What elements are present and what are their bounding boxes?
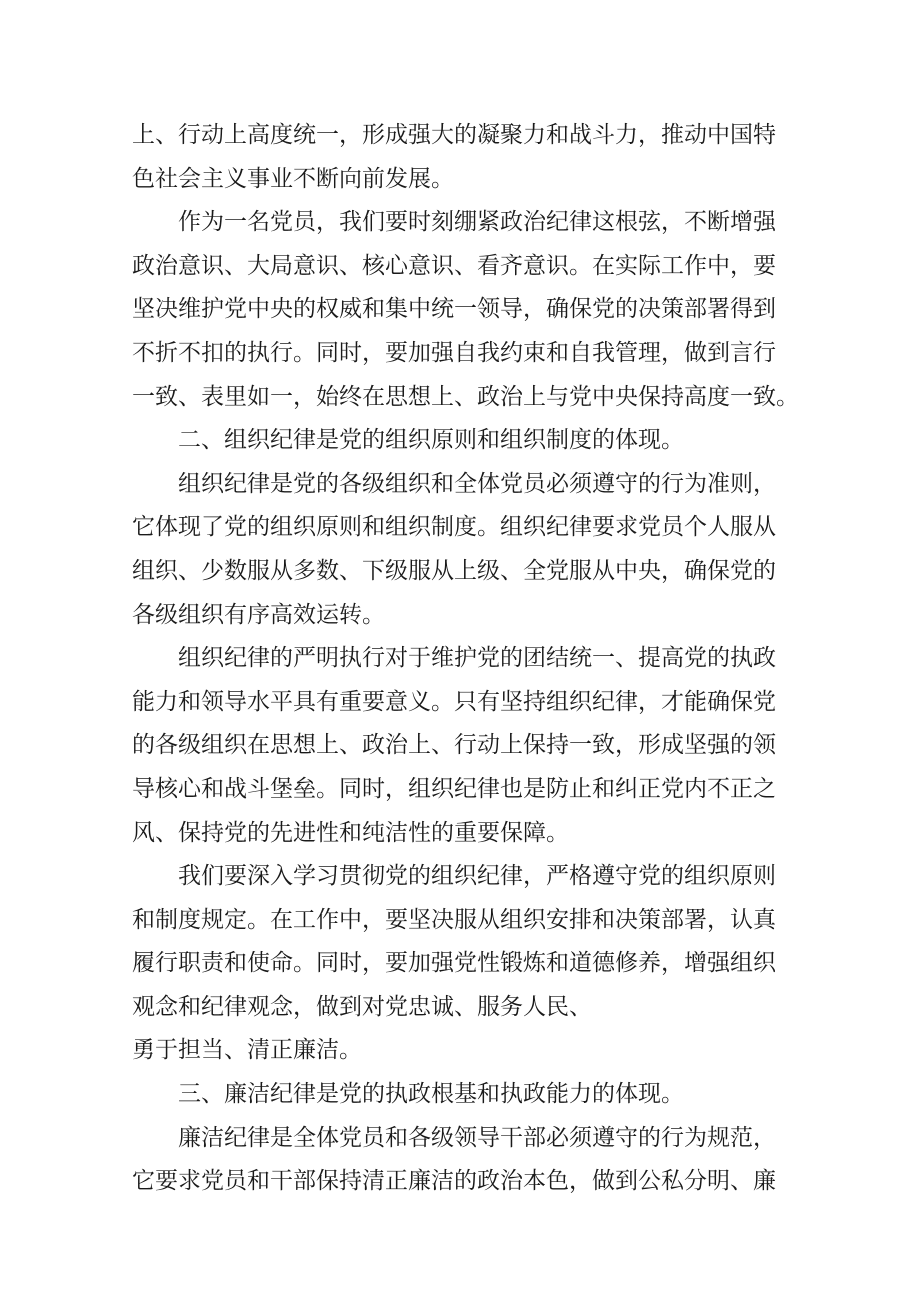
text-line: 它要求党员和干部保持清正廉洁的政治本色，做到公私分明、廉 [132, 1168, 776, 1195]
text-line: 组织、少数服从多数、下级服从上级、全党服从中央，确保党的 [132, 557, 776, 584]
text-line: 政治意识、大局意识、核心意识、看齐意识。在实际工作中，要 [132, 252, 776, 279]
text-line: 它体现了党的组织原则和组织制度。组织纪律要求党员个人服从 [132, 514, 776, 541]
text-line: 不折不扣的执行。同时，要加强自我约束和自我管理，做到言行 [132, 339, 776, 366]
text-line: 色社会主义事业不断向前发展。 [132, 165, 454, 192]
text-line: 履行职责和使命。同时，要加强党性锻炼和道德修养，增强组织 [132, 950, 776, 977]
text-line: 的各级组织在思想上、政治上、行动上保持一致，形成坚强的领 [132, 732, 776, 759]
text-line: 勇于担当、清正廉洁。 [132, 1037, 362, 1064]
paragraph-start-line: 组织纪律的严明执行对于维护党的团结统一、提高党的执政 [178, 645, 776, 672]
document-body [132, 114, 799, 1204]
text-line: 导核心和战斗堡垒。同时，组织纪律也是防止和纠正党内不正之 [132, 775, 776, 802]
text-line: 观念和纪律观念，做到对党忠诚、服务人民、 [132, 993, 592, 1020]
text-line: 各级组织有序高效运转。 [132, 601, 385, 628]
text-line: 坚决维护党中央的权威和集中统一领导，确保党的决策部署得到 [132, 296, 776, 323]
section-heading-3: 三、廉洁纪律是党的执政根基和执政能力的体现。 [178, 1081, 684, 1108]
paragraph-start-line: 组织纪律是党的各级组织和全体党员必须遵守的行为准则， [178, 470, 776, 497]
text-line: 和制度规定。在工作中，要坚决服从组织安排和决策部署，认真 [132, 906, 776, 933]
text-line: 上、行动上高度统一，形成强大的凝聚力和战斗力，推动中国特 [132, 122, 776, 148]
paragraph-start-line: 作为一名党员，我们要时刻绷紧政治纪律这根弦，不断增强 [178, 209, 776, 236]
section-heading-2: 二、组织纪律是党的组织原则和组织制度的体现。 [178, 427, 684, 454]
text-line: 能力和领导水平具有重要意义。只有坚持组织纪律，才能确保党 [132, 688, 776, 715]
text-line: 风、保持党的先进性和纯洁性的重要保障。 [132, 819, 569, 846]
text-line: 一致、表里如一，始终在思想上、政治上与党中央保持高度一致。 [132, 383, 799, 410]
paragraph-start-line: 廉洁纪律是全体党员和各级领导干部必须遵守的行为规范， [178, 1124, 776, 1151]
paragraph-start-line: 我们要深入学习贯彻党的组织纪律，严格遵守党的组织原则 [178, 863, 776, 890]
